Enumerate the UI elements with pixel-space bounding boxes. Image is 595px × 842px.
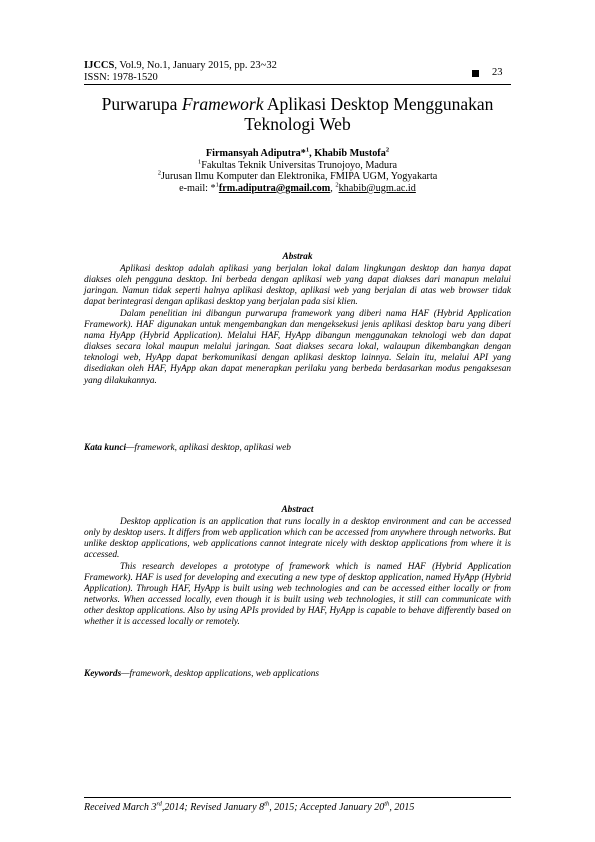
revised-text: ,2014; Revised January 8 xyxy=(161,802,265,813)
journal-citation xyxy=(84,60,277,72)
page-number: 23 xyxy=(492,67,503,78)
email-2-sup: 2 xyxy=(335,181,339,189)
abstrak-heading: Abstrak xyxy=(282,252,313,262)
revised-sup: th xyxy=(264,800,270,808)
abstrak-paragraph-2: Dalam penelitian ini dibangun purwarupa framework yang diberi nama HAF (Hybrid Application Framework). HAF digunakan untuk mengembangkan dan mengeksekusi jenis aplikasi desktop baru yang diberi nama HyApp (Hybrid Application). Melalui HAF, HyApp dibangun menggunakan teknologi web dan dapat diakses secara lokal maupun melalui jaringan. Saat diakses secara lokal, walaupun dikembangkan dengan teknologi web, HyApp dapat berkomunikasi dengan aplikasi desktop lainnya. Selain itu, melalui API yang disediakan oleh HAF, HyApp akan dapat menerapkan perilaku yang berbeda berdasarkan modus pengaksesan yang dilakukannya. xyxy=(84,308,511,386)
affiliation-1-text: Fakultas Teknik Universitas Trunojoyo, Madura xyxy=(201,159,397,171)
author-names xyxy=(84,148,511,160)
kata-kunci-text: —framework, aplikasi desktop, aplikasi web xyxy=(126,443,291,453)
footer-rule xyxy=(84,797,511,798)
journal-name: IJCCS xyxy=(84,60,115,71)
author-block xyxy=(84,148,511,194)
received-line xyxy=(84,802,414,813)
title-text-2: Aplikasi Desktop Menggunakan Teknologi Web xyxy=(244,94,494,134)
journal-issn: ISSN: 1978-1520 xyxy=(84,71,158,83)
running-header xyxy=(84,60,277,83)
email-1-link[interactable]: frm.adiputra@gmail.com xyxy=(218,182,331,194)
email-label: e-mail: * xyxy=(179,182,216,194)
paper-title xyxy=(84,94,511,134)
journal-volume: , Vol.9, No.1, January 2015, pp. 23~32 xyxy=(114,60,277,71)
keywords-text: —framework, desktop applications, web applications xyxy=(121,669,320,679)
keywords-line xyxy=(84,669,511,679)
abstrak-paragraph-1: Aplikasi desktop adalah aplikasi yang berjalan lokal dalam lingkungan desktop dan hanya dapat diakses oleh pengguna desktop. Ini berbeda dengan aplikasi web yang dapat diakses dari manapun melalui jaringan. Namun tidak seperti halnya aplikasi desktop, aplikasi web yang berjalan di atas web browser tidak dapat berintegrasi dengan aplikasi desktop yang berjalan pada sisi klien. xyxy=(84,264,511,308)
received-sup: rd xyxy=(156,800,162,808)
header-rule xyxy=(84,84,511,85)
kata-kunci-label: Kata kunci xyxy=(84,443,127,453)
affiliation-1-sup: 1 xyxy=(197,158,202,166)
square-bullet-icon xyxy=(472,70,479,77)
email-2-link[interactable]: khabib@ugm.ac.id xyxy=(338,182,416,194)
title-text-italic: Framework xyxy=(181,94,264,114)
abstract-heading: Abstract xyxy=(281,505,314,515)
accepted-sup: th xyxy=(384,800,390,808)
abstract-paragraph-1: Desktop application is an application that runs locally in a desktop environment and can be accessed only by desktop users. It differs from web application which can be accessed from anywhere through networks. But unlike desktop applications, web applications cannot integrate nicely with desktop applications from where it is accessed. xyxy=(84,517,511,561)
author-1: Firmansyah Adiputra* xyxy=(205,148,306,159)
kata-kunci-line xyxy=(84,443,511,453)
affiliation-2 xyxy=(84,171,511,183)
keywords-label: Keywords xyxy=(84,669,122,679)
accepted-text: , 2015; Accepted January 20 xyxy=(269,802,385,813)
abstract-body xyxy=(84,517,511,629)
title-text-1: Purwarupa xyxy=(101,94,182,114)
received-text: Received March 3 xyxy=(84,802,157,813)
affiliation-2-sup: 2 xyxy=(157,169,161,177)
email-1-sup: 1 xyxy=(215,181,219,189)
author-2: , Khabib Mustofa xyxy=(309,148,386,159)
author-1-sup: 1 xyxy=(305,146,310,154)
abstrak-body xyxy=(84,264,511,387)
affiliation-2-text: Jurusan Ilmu Komputer dan Elektronika, FMIPA UGM, Yogyakarta xyxy=(160,171,438,183)
year-text: , 2015 xyxy=(389,802,415,813)
affiliation-1 xyxy=(84,160,511,172)
abstract-paragraph-2: This research developes a prototype of framework which is named HAF (Hybrid Application Framework). HAF is used for developing and executing a new type of desktop application, named HyApp (Hybrid Application). Through HAF, HyApp is built using web technologies and can be accessed either locally or from networks. When accessed locally, even though it is built using web technologies, it still can communicate with other desktop applications. Also by using APIs provided by HAF, HyApp is capable to behave differently based on whether it is accessed locally or remotely. xyxy=(84,561,511,628)
email-separator: , xyxy=(330,182,336,194)
email-line xyxy=(84,183,511,195)
author-2-sup: 2 xyxy=(385,146,390,154)
